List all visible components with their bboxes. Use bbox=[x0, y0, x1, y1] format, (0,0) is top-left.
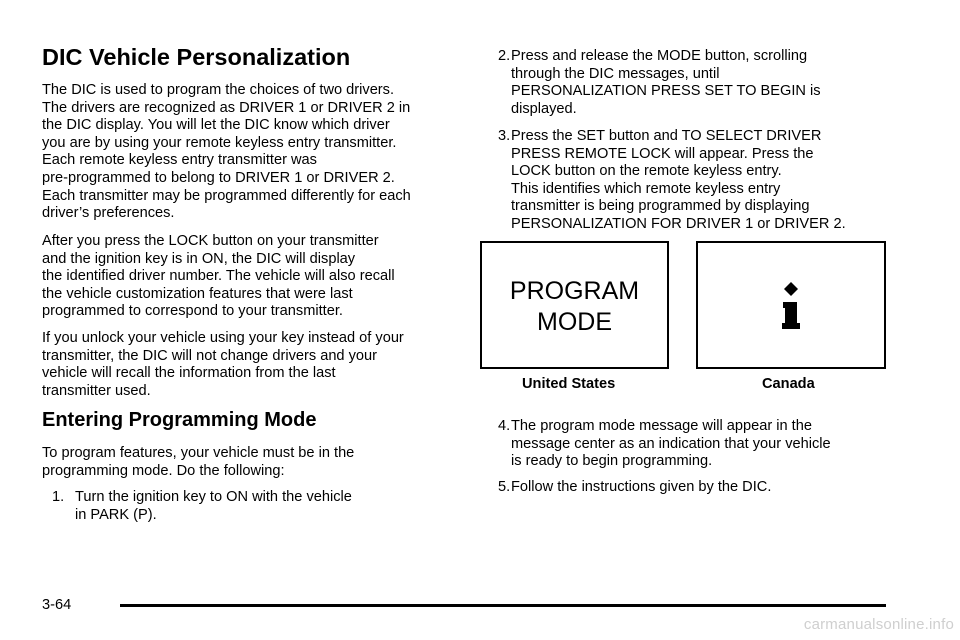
step-text: The program mode message will appear in the message center as an indication that your vehicle is ready to begin programming. bbox=[511, 418, 831, 470]
display-canada bbox=[696, 241, 886, 369]
step-number: 5. bbox=[498, 479, 511, 495]
paragraph-unlock: If you unlock your vehicle using your key instead of your transmitter, the DIC will not change drivers and your vehicle will recall the information from the last transmitter used. bbox=[42, 330, 404, 399]
section-heading: Entering Programming Mode bbox=[42, 409, 317, 431]
step-text: Press the SET button and TO SELECT DRIVER PRESS REMOTE LOCK will appear. Press the LOCK button on the remote keyless entry. This identifies which remote keyless entry transmitter is being programmed by displaying PERSONALIZATION FOR DRIVER 1 or DRIVER 2. bbox=[511, 128, 846, 232]
page-heading: DIC Vehicle Personalization bbox=[42, 44, 351, 70]
step-number: 3. bbox=[498, 128, 511, 144]
page-number: 3-64 bbox=[42, 597, 72, 613]
caption-united-states: United States bbox=[522, 376, 616, 392]
display-united-states bbox=[480, 241, 669, 369]
info-icon bbox=[696, 241, 886, 369]
paragraph-lock: After you press the LOCK button on your transmitter and the ignition key is in ON, the DIC will display the identified driver number. The vehicle will also recall the vehicle customization features that were last programmed to correspond to your transmitter. bbox=[42, 233, 395, 320]
caption-canada: Canada bbox=[762, 376, 815, 392]
paragraph-program-intro: To program features, your vehicle must be in the programming mode. Do the following: bbox=[42, 445, 355, 479]
step-text: Turn the ignition key to ON with the vehicle in PARK (P). bbox=[75, 489, 352, 523]
step-number: 2. bbox=[498, 48, 511, 64]
step-number: 4. bbox=[498, 418, 511, 434]
step-number: 1. bbox=[52, 489, 65, 505]
display-text-line1: PROGRAM bbox=[509, 277, 640, 305]
step-text: Press and release the MODE button, scrolling through the DIC messages, until PERSONALIZATION PRESS SET TO BEGIN is displayed. bbox=[511, 48, 821, 117]
step-text: Follow the instructions given by the DIC. bbox=[511, 479, 772, 495]
watermark: carmanualsonline.info bbox=[803, 616, 954, 633]
paragraph-intro: The DIC is used to program the choices of two drivers. The drivers are recognized as DRIVER 1 or DRIVER 2 in the DIC display. You will let the DIC know which driver you are by using your remote keyless entry transmitter. Each remote keyless entry transmitter was pre-programmed to belong to DRIVER 1 or DRIVER 2. Each transmitter may be programmed differently for each driver’s preferences. bbox=[42, 82, 411, 222]
footer-rule bbox=[120, 604, 886, 607]
display-text-line2: MODE bbox=[537, 308, 612, 336]
